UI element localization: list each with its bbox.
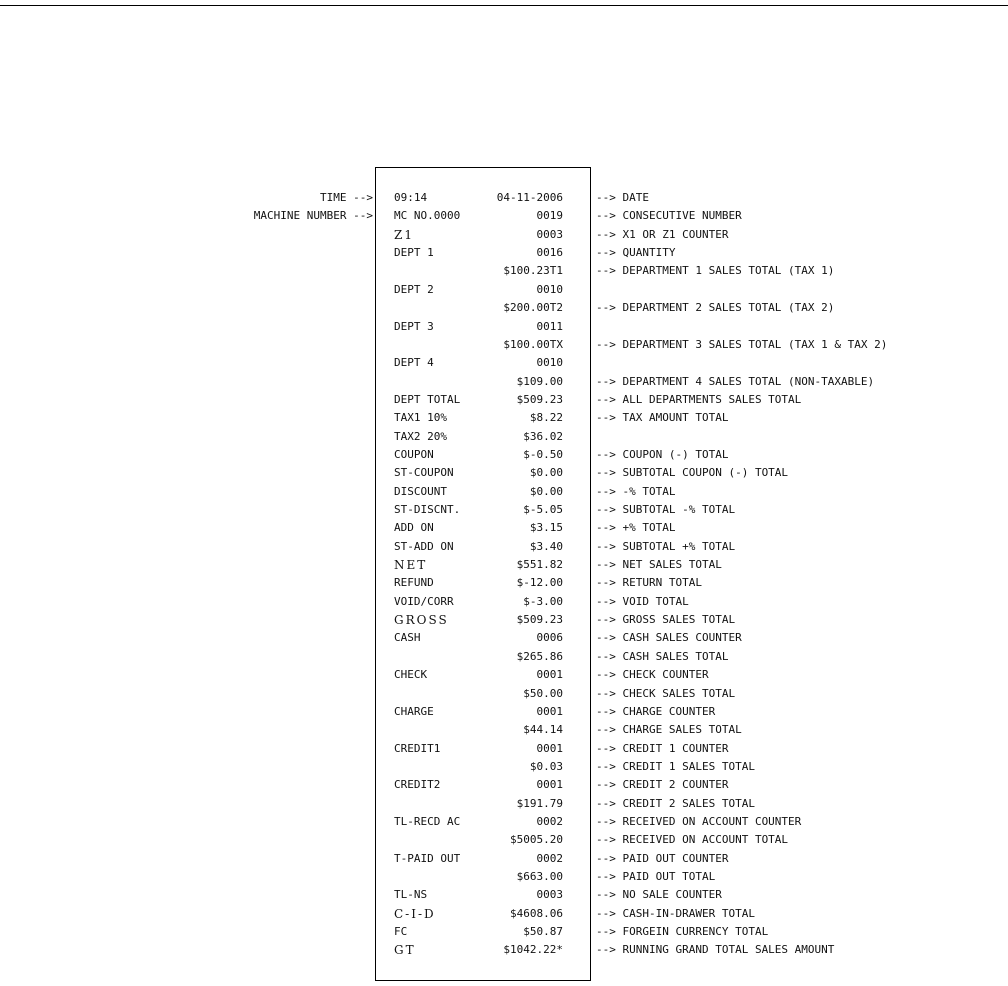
receipt-value: $44.14 bbox=[523, 723, 563, 737]
receipt-value: $265.86 bbox=[516, 649, 563, 663]
receipt-value: 04-11-2006 bbox=[496, 191, 563, 204]
receipt-label: ST-ADD ON bbox=[394, 539, 454, 553]
annotation-note: --> RETURN TOTAL bbox=[596, 576, 702, 590]
receipt-label: DEPT 2 bbox=[394, 282, 434, 296]
receipt-value: $0.00 bbox=[529, 484, 563, 498]
receipt-label: GROSS bbox=[394, 613, 449, 627]
annotation-note: --> COUPON (-) TOTAL bbox=[596, 447, 729, 461]
receipt-value: 0001 bbox=[536, 741, 563, 755]
receipt-value: $100.23T1 bbox=[503, 264, 563, 278]
receipt-value: $36.02 bbox=[523, 429, 563, 443]
receipt-label: MC NO.0000 bbox=[394, 209, 461, 223]
receipt-value: $-0.50 bbox=[523, 447, 563, 461]
receipt-label: ST-COUPON bbox=[394, 466, 454, 480]
receipt-value: $100.00TX bbox=[503, 337, 563, 351]
receipt-value: $50.87 bbox=[523, 925, 563, 938]
receipt-value: $509.23 bbox=[516, 613, 563, 626]
annotation-note: --> SUBTOTAL COUPON (-) TOTAL bbox=[596, 466, 789, 480]
annotation-note: --> CREDIT 2 COUNTER bbox=[596, 778, 729, 792]
annotation-note: --> CHECK COUNTER bbox=[596, 668, 709, 682]
annotation-note: --> SUBTOTAL +% TOTAL bbox=[596, 539, 736, 553]
receipt-value: $663.00 bbox=[516, 870, 563, 883]
annotation-note: --> CONSECUTIVE NUMBER bbox=[596, 209, 742, 223]
receipt-label: TL-RECD AC bbox=[394, 814, 461, 828]
top-divider bbox=[0, 5, 1008, 6]
receipt-value: 0010 bbox=[536, 356, 563, 370]
receipt-value: $4608.06 bbox=[510, 906, 563, 920]
receipt-label: CASH bbox=[394, 631, 421, 645]
receipt-label: T-PAID OUT bbox=[394, 851, 461, 865]
annotation-note: --> NET SALES TOTAL bbox=[596, 558, 722, 571]
receipt-label: CREDIT1 bbox=[394, 741, 441, 755]
receipt-label: ADD ON bbox=[394, 521, 434, 535]
receipt-value: $50.00 bbox=[523, 686, 563, 700]
receipt-value: $200.00T2 bbox=[503, 301, 563, 315]
receipt-label: CHARGE bbox=[394, 704, 434, 718]
annotation-note: --> RUNNING GRAND TOTAL SALES AMOUNT bbox=[596, 943, 835, 957]
receipt-value: $-12.00 bbox=[516, 576, 563, 590]
annotation-note: --> NO SALE COUNTER bbox=[596, 888, 722, 902]
receipt-value: 0011 bbox=[536, 319, 563, 333]
receipt-value: $0.00 bbox=[529, 466, 563, 480]
annotation-note: --> CREDIT 2 SALES TOTAL bbox=[596, 796, 755, 810]
receipt-value: $-5.05 bbox=[523, 503, 563, 516]
receipt-label: DEPT TOTAL bbox=[394, 392, 461, 406]
annotation-note: --> FORGEIN CURRENCY TOTAL bbox=[596, 925, 769, 938]
receipt-value: $3.40 bbox=[529, 539, 563, 553]
side-label: MACHINE NUMBER --> bbox=[253, 209, 373, 223]
annotation-note: --> CASH SALES TOTAL bbox=[596, 649, 729, 663]
annotation-note: --> DATE bbox=[596, 191, 649, 204]
receipt-value: $191.79 bbox=[516, 796, 563, 810]
annotation-note: --> GROSS SALES TOTAL bbox=[596, 613, 736, 626]
annotation-note: --> DEPARTMENT 1 SALES TOTAL (TAX 1) bbox=[596, 264, 835, 278]
receipt-label: CREDIT2 bbox=[394, 778, 441, 792]
annotation-note: --> RECEIVED ON ACCOUNT COUNTER bbox=[596, 814, 802, 828]
annotation-note: --> DEPARTMENT 2 SALES TOTAL (TAX 2) bbox=[596, 301, 835, 315]
annotation-note: --> X1 OR Z1 COUNTER bbox=[596, 227, 729, 241]
receipt-label: DEPT 4 bbox=[394, 356, 434, 370]
receipt-label: REFUND bbox=[394, 576, 434, 590]
annotation-note: --> -% TOTAL bbox=[596, 484, 676, 498]
receipt-label: TAX2 20% bbox=[394, 429, 447, 443]
annotation-note: --> SUBTOTAL -% TOTAL bbox=[596, 503, 736, 516]
receipt-value: 0003 bbox=[536, 227, 563, 241]
receipt-value: $5005.20 bbox=[510, 833, 563, 847]
annotation-note: --> PAID OUT TOTAL bbox=[596, 870, 716, 883]
receipt-value: $3.15 bbox=[529, 521, 563, 535]
annotation-note: --> CASH-IN-DRAWER TOTAL bbox=[596, 906, 755, 920]
annotation-note: --> CHARGE SALES TOTAL bbox=[596, 723, 742, 737]
receipt-label: TAX1 10% bbox=[394, 411, 447, 425]
receipt-value: $8.22 bbox=[529, 411, 563, 425]
annotation-note: --> PAID OUT COUNTER bbox=[596, 851, 729, 865]
receipt-value: 0003 bbox=[536, 888, 563, 902]
annotation-note: --> +% TOTAL bbox=[596, 521, 676, 535]
annotation-note: --> QUANTITY bbox=[596, 246, 676, 260]
annotation-note: --> CREDIT 1 COUNTER bbox=[596, 741, 729, 755]
receipt-label: CHECK bbox=[394, 668, 428, 682]
annotation-note: --> CREDIT 1 SALES TOTAL bbox=[596, 759, 755, 773]
receipt-label: DEPT 1 bbox=[394, 246, 434, 260]
receipt-value: 0006 bbox=[536, 631, 563, 645]
receipt-label: ST-DISCNT. bbox=[394, 503, 461, 516]
annotation-note: --> ALL DEPARTMENTS SALES TOTAL bbox=[596, 392, 802, 406]
receipt-value: 0001 bbox=[536, 704, 563, 718]
receipt-label: FC bbox=[394, 925, 408, 938]
receipt-label: COUPON bbox=[394, 447, 434, 461]
receipt-value: 0002 bbox=[536, 851, 563, 865]
receipt-value: $-3.00 bbox=[523, 594, 563, 608]
receipt-value: $109.00 bbox=[516, 374, 563, 388]
receipt-value: $1042.22* bbox=[503, 943, 563, 957]
receipt-label: TL-NS bbox=[394, 888, 428, 902]
receipt-value: 0001 bbox=[536, 668, 563, 682]
side-label: TIME --> bbox=[320, 191, 373, 204]
annotation-note: --> CHARGE COUNTER bbox=[596, 704, 716, 718]
receipt-value: 0010 bbox=[536, 282, 563, 296]
receipt-label: GT bbox=[394, 943, 416, 958]
receipt-value: $551.82 bbox=[516, 558, 563, 571]
annotation-note: --> CASH SALES COUNTER bbox=[596, 631, 742, 645]
annotation-note: --> DEPARTMENT 3 SALES TOTAL (TAX 1 & TAX 2) bbox=[596, 337, 888, 351]
receipt-label: NET bbox=[394, 558, 428, 572]
receipt-label: DISCOUNT bbox=[394, 484, 447, 498]
annotation-note: --> TAX AMOUNT TOTAL bbox=[596, 411, 729, 425]
annotation-note: --> RECEIVED ON ACCOUNT TOTAL bbox=[596, 833, 789, 847]
annotation-note: --> CHECK SALES TOTAL bbox=[596, 686, 736, 700]
receipt-value: 0019 bbox=[536, 209, 563, 223]
receipt-value: $509.23 bbox=[516, 392, 563, 406]
receipt-value: 0001 bbox=[536, 778, 563, 792]
receipt-value: $0.03 bbox=[529, 759, 563, 773]
receipt-label: VOID/CORR bbox=[394, 594, 454, 608]
receipt-label: C-I-D bbox=[394, 906, 436, 921]
receipt-label: DEPT 3 bbox=[394, 319, 434, 333]
receipt-label: Z1 bbox=[394, 227, 414, 242]
receipt-value: 0002 bbox=[536, 814, 563, 828]
receipt-label: 09:14 bbox=[394, 191, 428, 204]
receipt-value: 0016 bbox=[536, 246, 563, 260]
annotation-note: --> DEPARTMENT 4 SALES TOTAL (NON-TAXABLE) bbox=[596, 374, 875, 388]
annotation-note: --> VOID TOTAL bbox=[596, 594, 689, 608]
